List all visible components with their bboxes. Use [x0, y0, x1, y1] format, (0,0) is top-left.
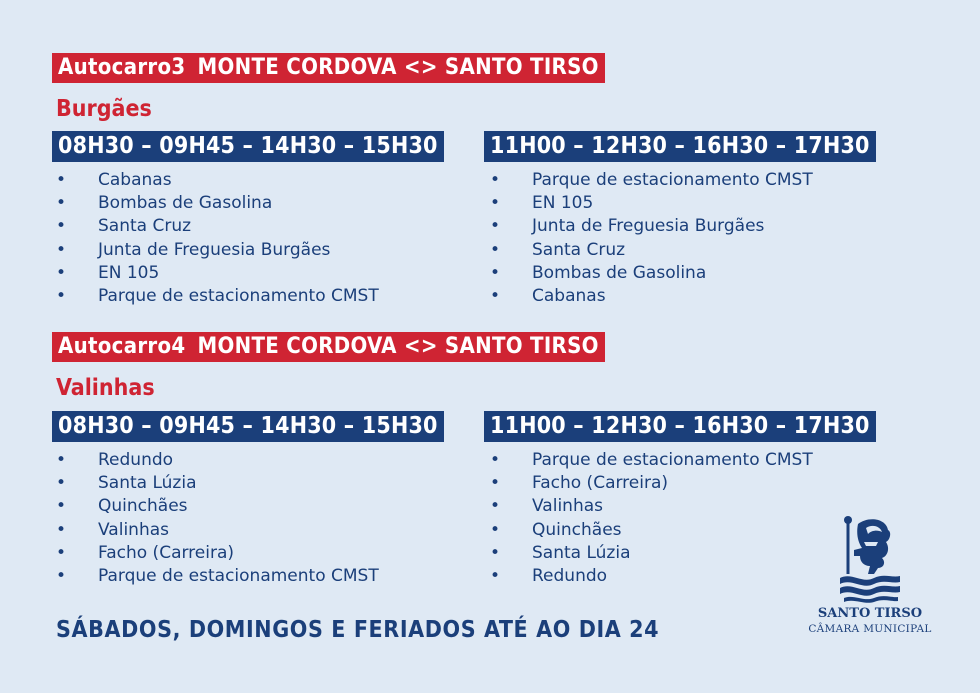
- route2-place: Valinhas: [56, 375, 155, 401]
- stop-label: Quinchães: [532, 519, 622, 540]
- bullet-icon: •: [490, 496, 501, 517]
- bullet-icon: •: [56, 519, 67, 540]
- stop-label: Santa Cruz: [532, 239, 626, 260]
- stop-label: Facho (Carreira): [98, 542, 235, 563]
- stop-item: [56, 169, 379, 192]
- stop-label: Valinhas: [98, 519, 169, 540]
- stop-item: [56, 215, 379, 238]
- stop-item: [490, 565, 813, 588]
- stop-item: [490, 262, 813, 285]
- stop-item: [56, 239, 379, 262]
- bullet-icon: •: [490, 542, 501, 563]
- footer-notice: SÁBADOS, DOMINGOS E FERIADOS ATÉ AO DIA 24: [56, 617, 660, 643]
- stop-item: [490, 239, 813, 262]
- route1-right-stops: [490, 169, 813, 308]
- stop-label: Cabanas: [532, 286, 606, 307]
- bullet-icon: •: [56, 566, 67, 587]
- bullet-icon: •: [490, 216, 501, 237]
- stop-label: Santa Cruz: [98, 216, 192, 237]
- lion-emblem-icon: [838, 512, 902, 604]
- route2-bus: Autocarro4: [58, 334, 186, 359]
- stop-label: Quinchães: [98, 496, 188, 517]
- bullet-icon: •: [490, 473, 501, 494]
- stop-label: Bombas de Gasolina: [98, 193, 273, 214]
- route1-header: [52, 53, 605, 83]
- stop-label: Facho (Carreira): [532, 473, 669, 494]
- route1-right-times: 11H00 – 12H30 – 16H30 – 17H30: [484, 131, 876, 162]
- route2-right-times: 11H00 – 12H30 – 16H30 – 17H30: [484, 411, 876, 442]
- route1-bus: Autocarro3: [58, 55, 186, 80]
- logo-subtitle: CÂMARA MUNICIPAL: [808, 623, 932, 635]
- route2-left-times: 08H30 – 09H45 – 14H30 – 15H30: [52, 411, 444, 442]
- stop-label: Cabanas: [98, 170, 172, 190]
- bullet-icon: •: [490, 519, 501, 540]
- stop-item: [56, 519, 379, 542]
- bullet-icon: •: [56, 542, 67, 563]
- stop-item: [490, 495, 813, 518]
- stop-item: [490, 542, 813, 565]
- stop-label: Redundo: [532, 566, 608, 587]
- bullet-icon: •: [490, 262, 501, 283]
- stop-item: [490, 519, 813, 542]
- stop-item: [490, 169, 813, 192]
- stop-item: [56, 192, 379, 215]
- route2-right-stops: [490, 449, 813, 588]
- logo-name: SANTO TIRSO: [817, 606, 923, 621]
- stop-label: Parque de estacionamento CMST: [98, 566, 379, 587]
- bullet-icon: •: [490, 170, 501, 190]
- route1-left-times: 08H30 – 09H45 – 14H30 – 15H30: [52, 131, 444, 162]
- bullet-icon: •: [56, 170, 67, 190]
- santo-tirso-logo: [808, 512, 932, 636]
- stop-item: [490, 285, 813, 308]
- stop-item: [56, 262, 379, 285]
- route1-place: Burgães: [56, 96, 152, 122]
- stop-label: Parque de estacionamento CMST: [98, 286, 379, 307]
- stop-label: Junta de Freguesia Burgães: [98, 239, 331, 260]
- stop-item: [56, 472, 379, 495]
- stop-label: Bombas de Gasolina: [532, 262, 707, 283]
- stop-label: Parque de estacionamento CMST: [532, 170, 813, 190]
- stop-label: Santa Lúzia: [98, 473, 197, 494]
- bullet-icon: •: [490, 239, 501, 260]
- stop-item: [490, 472, 813, 495]
- stop-item: [490, 192, 813, 215]
- route2-route: MONTE CORDOVA <> SANTO TIRSO: [197, 334, 599, 359]
- bullet-icon: •: [490, 450, 501, 470]
- route1-left-stops: [56, 169, 379, 308]
- bullet-icon: •: [490, 566, 501, 587]
- stop-label: Junta de Freguesia Burgães: [532, 216, 765, 237]
- bullet-icon: •: [490, 193, 501, 214]
- stop-item: [56, 565, 379, 588]
- route2-header: [52, 332, 605, 362]
- bullet-icon: •: [56, 286, 67, 307]
- bullet-icon: •: [56, 450, 67, 470]
- stop-item: [490, 215, 813, 238]
- stop-item: [56, 285, 379, 308]
- stop-label: EN 105: [532, 193, 594, 214]
- bullet-icon: •: [56, 496, 67, 517]
- stop-item: [56, 495, 379, 518]
- route1-route: MONTE CORDOVA <> SANTO TIRSO: [197, 55, 599, 80]
- bullet-icon: •: [56, 473, 67, 494]
- bullet-icon: •: [56, 193, 67, 214]
- stop-label: Valinhas: [532, 496, 603, 517]
- route2-left-stops: [56, 449, 379, 588]
- stop-label: EN 105: [98, 262, 160, 283]
- stop-item: [56, 449, 379, 472]
- bullet-icon: •: [490, 286, 501, 307]
- stop-label: Redundo: [98, 450, 174, 470]
- stop-label: Santa Lúzia: [532, 542, 631, 563]
- bullet-icon: •: [56, 216, 67, 237]
- stop-item: [56, 542, 379, 565]
- bullet-icon: •: [56, 239, 67, 260]
- stop-label: Parque de estacionamento CMST: [532, 450, 813, 470]
- stop-item: [490, 449, 813, 472]
- bullet-icon: •: [56, 262, 67, 283]
